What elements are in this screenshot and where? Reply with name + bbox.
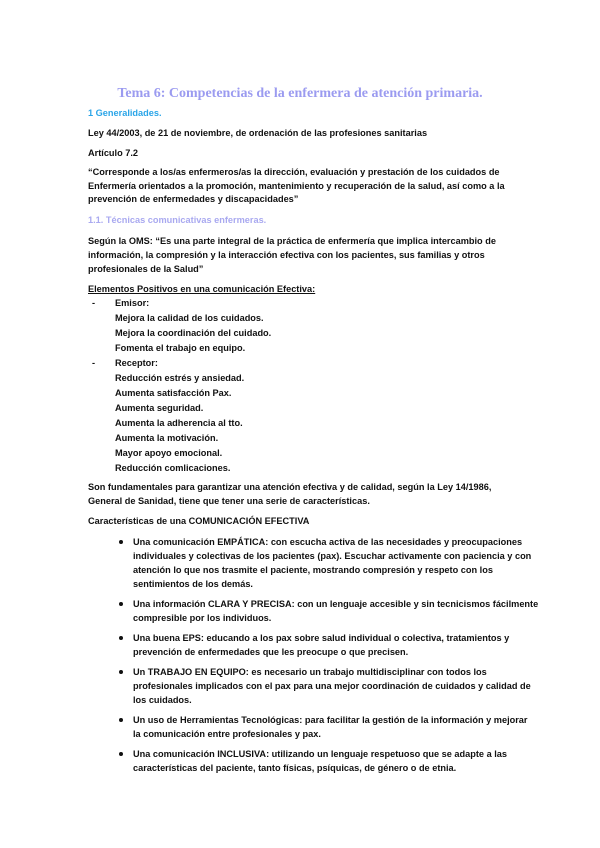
caracteristicas-heading: Características de una COMUNICACIÓN EFECTIVA bbox=[88, 516, 310, 526]
bullet-icon bbox=[119, 636, 123, 640]
bullet-item bbox=[133, 713, 528, 741]
list-item: Aumenta seguridad. bbox=[115, 403, 204, 413]
bullet-item bbox=[133, 747, 507, 775]
bullet-icon bbox=[119, 602, 123, 606]
paragraph-line: Son fundamentales para garantizar una atención efectiva y de calidad, según la Ley 14/1986, bbox=[88, 482, 492, 492]
bullet-line: la comunicación entre profesionales y pax. bbox=[133, 729, 321, 739]
list-dash: - bbox=[92, 298, 96, 308]
bullet-line: Una buena EPS: educando a los pax sobre salud individual o colectiva, tratamientos y bbox=[133, 633, 510, 643]
bullet-line: compresible por los individuos. bbox=[133, 613, 272, 623]
bullet-line: Un TRABAJO EN EQUIPO: es necesario un trabajo multidisciplinar con todos los bbox=[133, 667, 487, 677]
bullet-line: Una información CLARA Y PRECISA: con un lenguaje accesible y sin tecnicismos fácilmente bbox=[133, 599, 539, 609]
list-item: Fomenta el trabajo en equipo. bbox=[115, 343, 246, 353]
bullet-icon bbox=[119, 670, 123, 674]
bullet-item bbox=[133, 535, 531, 591]
bullet-icon bbox=[119, 540, 123, 544]
section-heading-generalidades: 1 Generalidades. bbox=[88, 108, 162, 118]
bullet-line: los cuidados. bbox=[133, 695, 192, 705]
oms-definition bbox=[88, 234, 496, 276]
law-reference: Ley 44/2003, de 21 de noviembre, de ordenación de las profesiones sanitarias bbox=[88, 128, 428, 138]
list-item: Mayor apoyo emocional. bbox=[115, 448, 223, 458]
bullet-line: Un uso de Herramientas Tecnológicas: para facilitar la gestión de la información y mejorar bbox=[133, 715, 528, 725]
receptor-label: Receptor: bbox=[115, 358, 158, 368]
list-dash: - bbox=[92, 358, 96, 368]
list-item: Reducción estrés y ansiedad. bbox=[115, 373, 245, 383]
bullet-line: características del paciente, tanto físicas, psíquicas, de género o de etnia. bbox=[133, 763, 457, 773]
quote-line: prevención de enfermedades y discapacidades” bbox=[88, 194, 299, 204]
list-item: Reducción comlicaciones. bbox=[115, 463, 231, 473]
emisor-label: Emisor: bbox=[115, 298, 150, 308]
bullet-line: prevención de enfermedades que les preocupe o que precisen. bbox=[133, 647, 409, 657]
document-title: Tema 6: Competencias de la enfermera de atención primaria. bbox=[117, 86, 483, 101]
elements-heading: Elementos Positivos en una comunicación Efectiva: bbox=[88, 284, 316, 294]
bullet-line: Una comunicación EMPÁTICA: con escucha activa de las necesidades y preocupaciones bbox=[133, 537, 523, 547]
bullet-line: sentimientos de los demás. bbox=[133, 579, 253, 589]
quote-line: Enfermería orientados a la promoción, mantenimiento y recuperación de la salud, así como a la bbox=[88, 180, 505, 191]
quote-line: “Corresponde a los/as enfermeros/as la dirección, evaluación y prestación de los cuidados de bbox=[88, 167, 500, 177]
oms-line: profesionales de la Salud” bbox=[88, 264, 204, 274]
oms-line: Según la OMS: “Es una parte integral de la práctica de enfermería que implica intercambio de bbox=[88, 236, 496, 246]
section-heading-tecnicas: 1.1. Técnicas comunicativas enfermeras. bbox=[88, 215, 267, 225]
bullet-item bbox=[133, 631, 509, 659]
bullet-line: profesionales implicados con el pax para una mejor coordinación de cuidados y calidad de bbox=[133, 681, 531, 691]
bullet-icon bbox=[119, 718, 123, 722]
fundamentales-paragraph bbox=[88, 480, 491, 508]
list-item: Mejora la coordinación del cuidado. bbox=[115, 328, 272, 338]
article-label: Artículo 7.2 bbox=[88, 148, 139, 158]
paragraph-line: General de Sanidad, tiene que tener una serie de características. bbox=[88, 496, 370, 506]
oms-line: información, la compresión y la interacción efectiva con los pacientes, sus familias y otros bbox=[88, 250, 485, 260]
list-item: Mejora la calidad de los cuidados. bbox=[115, 313, 264, 323]
bullet-item bbox=[133, 665, 531, 707]
bullet-line: atención lo que nos trasmite el paciente, mostrando compresión y respeto con los bbox=[133, 565, 493, 575]
list-item: Aumenta satisfacción Pax. bbox=[115, 388, 232, 398]
bullet-line: Una comunicación INCLUSIVA: utilizando un lenguaje respetuoso que se adapte a las bbox=[133, 749, 508, 759]
bullet-icon bbox=[119, 752, 123, 756]
bullet-line: individuales y colectivas de los pacientes (pax). Escuchar activamente con paciencia y con bbox=[133, 551, 532, 561]
list-item: Aumenta la adherencia al tto. bbox=[115, 418, 243, 428]
article-quote bbox=[88, 166, 505, 207]
bullet-item bbox=[133, 597, 538, 625]
list-item: Aumenta la motivación. bbox=[115, 433, 219, 443]
